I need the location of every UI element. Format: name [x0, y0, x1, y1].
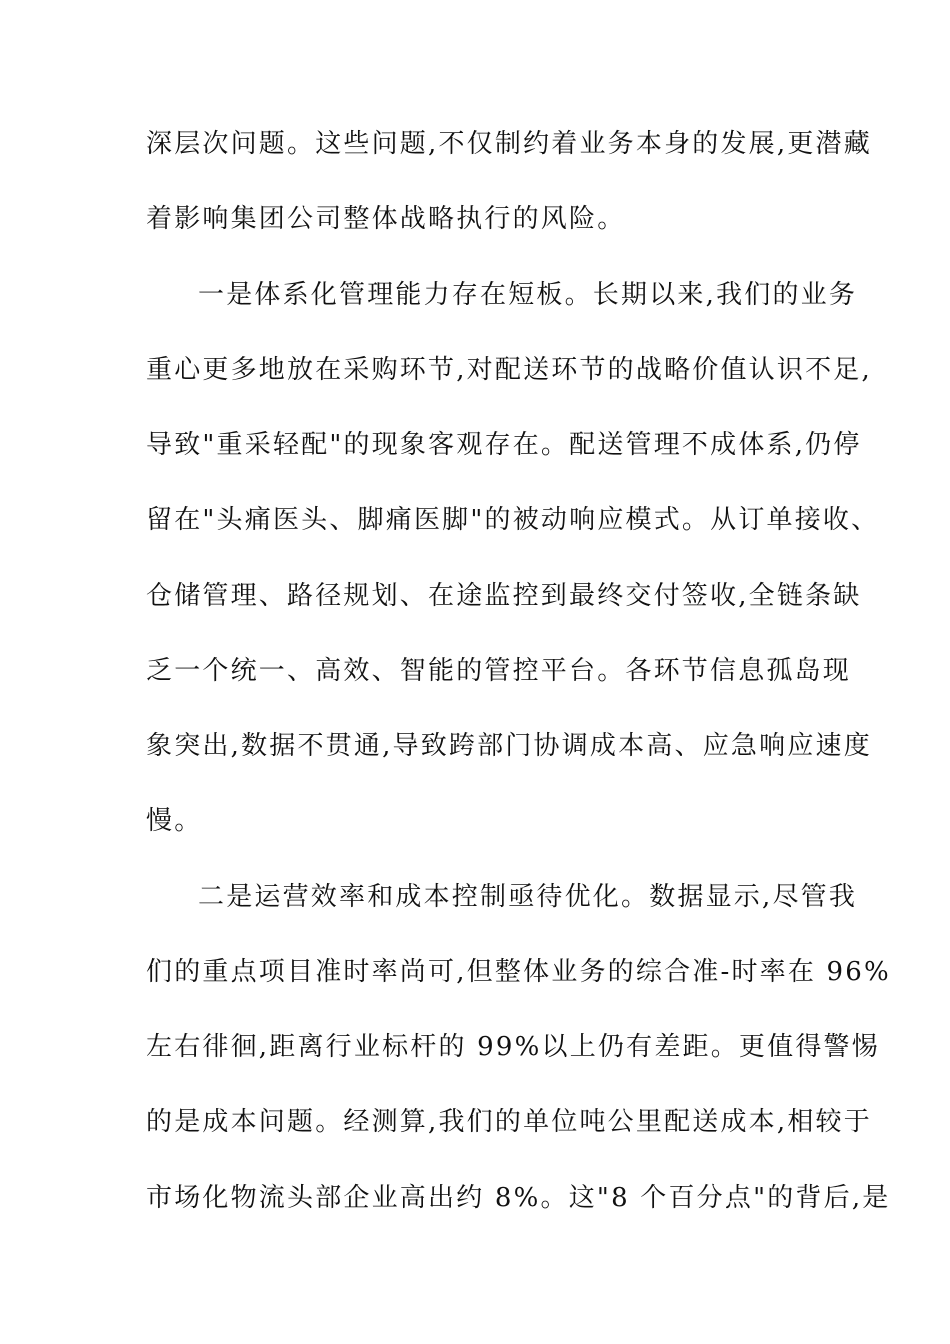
text-line-13: 左右徘徊,距离行业标杆的 99%以上仍有差距。更值得警惕	[146, 1032, 880, 1062]
paragraph-2-start: 二是运营效率和成本控制亟待优化。数据显示,尽管我	[198, 882, 858, 912]
text-line-2: 着影响集团公司整体战略执行的风险。	[146, 204, 626, 234]
text-line-12: 们的重点项目准时率尚可,但整体业务的综合准-时率在 96%	[146, 957, 891, 987]
text-line-6: 留在"头痛医头、脚痛医脚"的被动响应模式。从订单接收、	[146, 505, 880, 535]
text-line-14: 的是成本问题。经测算,我们的单位吨公里配送成本,相较于	[146, 1107, 872, 1137]
text-line-15: 市场化物流头部企业高出约 8%。这"8 个百分点"的背后,是	[146, 1183, 891, 1213]
text-line-8: 乏一个统一、高效、智能的管控平台。各环节信息孤岛现	[146, 656, 852, 686]
text-line-1: 深层次问题。这些问题,不仅制约着业务本身的发展,更潜藏	[146, 129, 872, 159]
text-line-4: 重心更多地放在采购环节,对配送环节的战略价值认识不足,	[146, 355, 872, 385]
text-line-7: 仓储管理、路径规划、在途监控到最终交付签收,全链条缺	[146, 581, 862, 611]
text-line-10: 慢。	[146, 806, 203, 836]
text-line-9: 象突出,数据不贯通,导致跨部门协调成本高、应急响应速度	[146, 731, 872, 761]
text-line-5: 导致"重采轻配"的现象客观存在。配送管理不成体系,仍停	[146, 430, 862, 460]
paragraph-1-start: 一是体系化管理能力存在短板。长期以来,我们的业务	[198, 280, 858, 310]
